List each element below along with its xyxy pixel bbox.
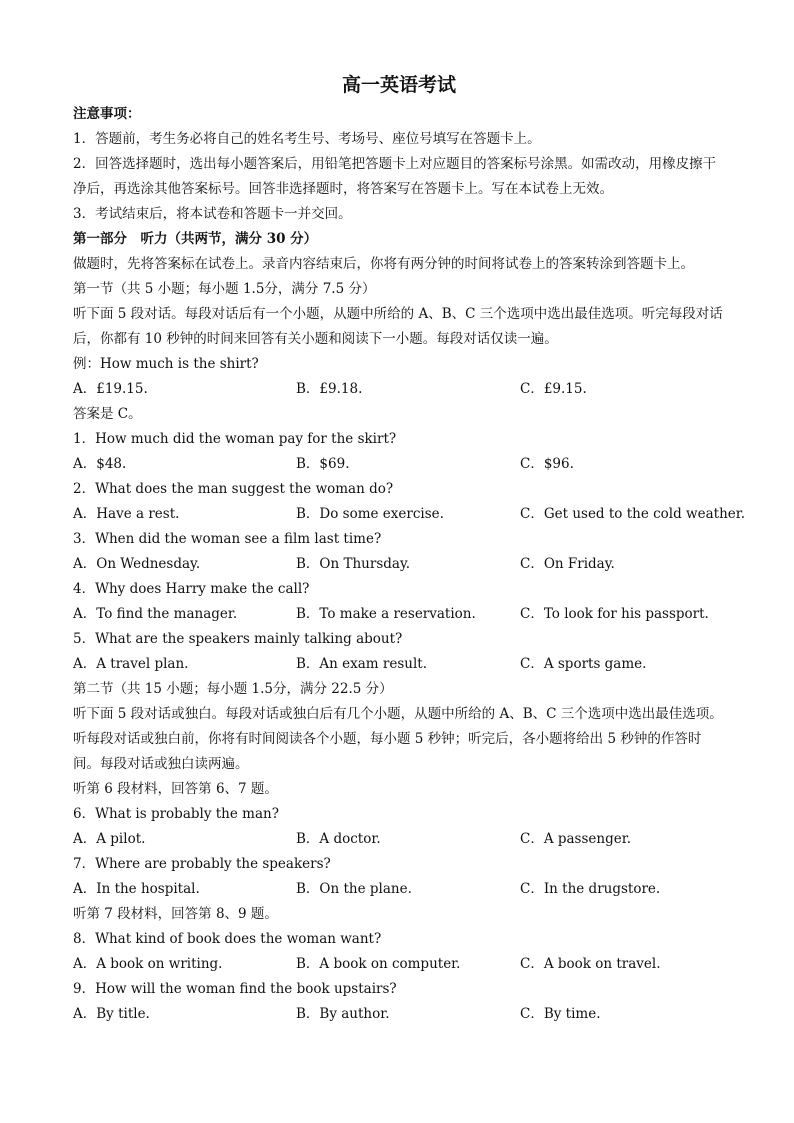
option-c: C．In the drugstore.: [520, 881, 661, 897]
option-b: B．A doctor.: [296, 831, 381, 847]
question-5-options: [73, 652, 725, 677]
part1-heading: 第一部分 听力（共两节，满分 30 分）: [73, 231, 318, 247]
question-3: 3．When did the woman see a film last time?: [73, 531, 382, 547]
option-a: A．Have a rest.: [73, 506, 180, 522]
section1-heading: 第一节（共 5 小题；每小题 1.5分，满分 7.5 分）: [73, 281, 376, 297]
question-2-options: [73, 502, 746, 527]
section2-heading: 第二节（共 15 小题；每小题 1.5分，满分 22.5 分）: [73, 681, 393, 697]
option-b: B．$69.: [296, 456, 350, 472]
option-b: B．To make a reservation.: [296, 606, 476, 622]
question-3-options: [73, 552, 725, 577]
option-c: C．By time.: [520, 1006, 601, 1022]
option-b: B．On Thursday.: [296, 556, 411, 572]
question-9: 9．How will the woman find the book upstairs?: [73, 981, 397, 997]
option-a: A．A book on writing.: [73, 956, 223, 972]
option-a: A．A travel plan.: [73, 656, 189, 672]
option-c: C．A passenger.: [520, 831, 631, 847]
material-6-heading: 听第 6 段材料，回答第 6、7 题。: [73, 781, 278, 797]
notice-heading: 注意事项：: [73, 106, 141, 122]
question-1-options: [73, 452, 725, 477]
option-a: A．To find the manager.: [73, 606, 238, 622]
option-b: B．An exam result.: [296, 656, 427, 672]
example-answer: 答案是 C。: [73, 406, 142, 422]
notice-item-1: 1．答题前，考生务必将自己的姓名考生号、考场号、座位号填写在答题卡上。: [73, 131, 541, 147]
question-8: 8．What kind of book does the woman want?: [73, 931, 382, 947]
section1-instructions: 听下面 5 段对话。每段对话后有一个小题，从题中所给的 A、B、C 三个选项中选出最佳选项。听完每段对话后，你都有 10 秒钟的时间来回答有关小题和阅读下一小题。每段对话仅读一遍。: [73, 306, 723, 347]
option-c: C．To look for his passport.: [520, 606, 709, 622]
question-4: 4．Why does Harry make the call?: [73, 581, 310, 597]
notice-item-2: 2．回答选择题时，选出每小题答案后，用铅笔把答题卡上对应题目的答案标号涂黑。如需改动，用橡皮擦干净后，再选涂其他答案标号。回答非选择题时，将答案写在答题卡上。写在本试卷上无效。: [73, 156, 717, 197]
question-4-options: [73, 602, 725, 627]
option-a: A．£19.15.: [73, 381, 148, 397]
option-b: B．A book on computer.: [296, 956, 461, 972]
question-1: 1．How much did the woman pay for the skirt?: [73, 431, 397, 447]
option-b: B．£9.18.: [296, 381, 363, 397]
page-title: 高一英语考试: [341, 74, 456, 96]
question-7-options: [73, 877, 725, 902]
option-b: B．Do some exercise.: [296, 506, 444, 522]
option-c: C．On Friday.: [520, 556, 615, 572]
material-7-heading: 听第 7 段材料，回答第 8、9 题。: [73, 906, 278, 922]
option-a: A．A pilot.: [73, 831, 146, 847]
question-6: 6．What is probably the man?: [73, 806, 279, 822]
option-b: B．On the plane.: [296, 881, 412, 897]
part1-intro: 做题时，先将答案标在试卷上。录音内容结束后，你将有两分钟的时间将试卷上的答案转涂到答题卡上。: [73, 256, 694, 272]
question-5: 5．What are the speakers mainly talking about?: [73, 631, 403, 647]
option-c: C．$96.: [520, 456, 574, 472]
question-8-options: [73, 952, 725, 977]
option-a: A．In the hospital.: [73, 881, 200, 897]
option-c: C．A book on travel.: [520, 956, 661, 972]
question-9-options: [73, 1002, 725, 1027]
section2-instructions: 听下面 5 段对话或独白。每段对话或独白后有几个小题，从题中所给的 A、B、C 三个选项中选出最佳选项。听每段对话或独白前，你将有时间阅读各个小题，每小题 5 秒钟；听完后，各小题将给出 5 秒钟的作答时间。每段对话或独白读两遍。: [73, 706, 723, 772]
option-a: A．By title.: [73, 1006, 150, 1022]
option-c: C．A sports game.: [520, 656, 647, 672]
example-question: 例：How much is the shirt?: [73, 356, 259, 372]
option-a: A．$48.: [73, 456, 127, 472]
example-options: [73, 377, 725, 402]
notice-item-3: 3．考试结束后，将本试卷和答题卡一并交回。: [73, 206, 352, 222]
option-c: C．Get used to the cold weather.: [520, 506, 746, 522]
option-b: B．By author.: [296, 1006, 390, 1022]
question-7: 7．Where are probably the speakers?: [73, 856, 331, 872]
exam-page: [73, 70, 746, 1027]
question-6-options: [73, 827, 725, 852]
option-a: A．On Wednesday.: [73, 556, 201, 572]
question-2: 2．What does the man suggest the woman do?: [73, 481, 394, 497]
option-c: C．£9.15.: [520, 381, 587, 397]
